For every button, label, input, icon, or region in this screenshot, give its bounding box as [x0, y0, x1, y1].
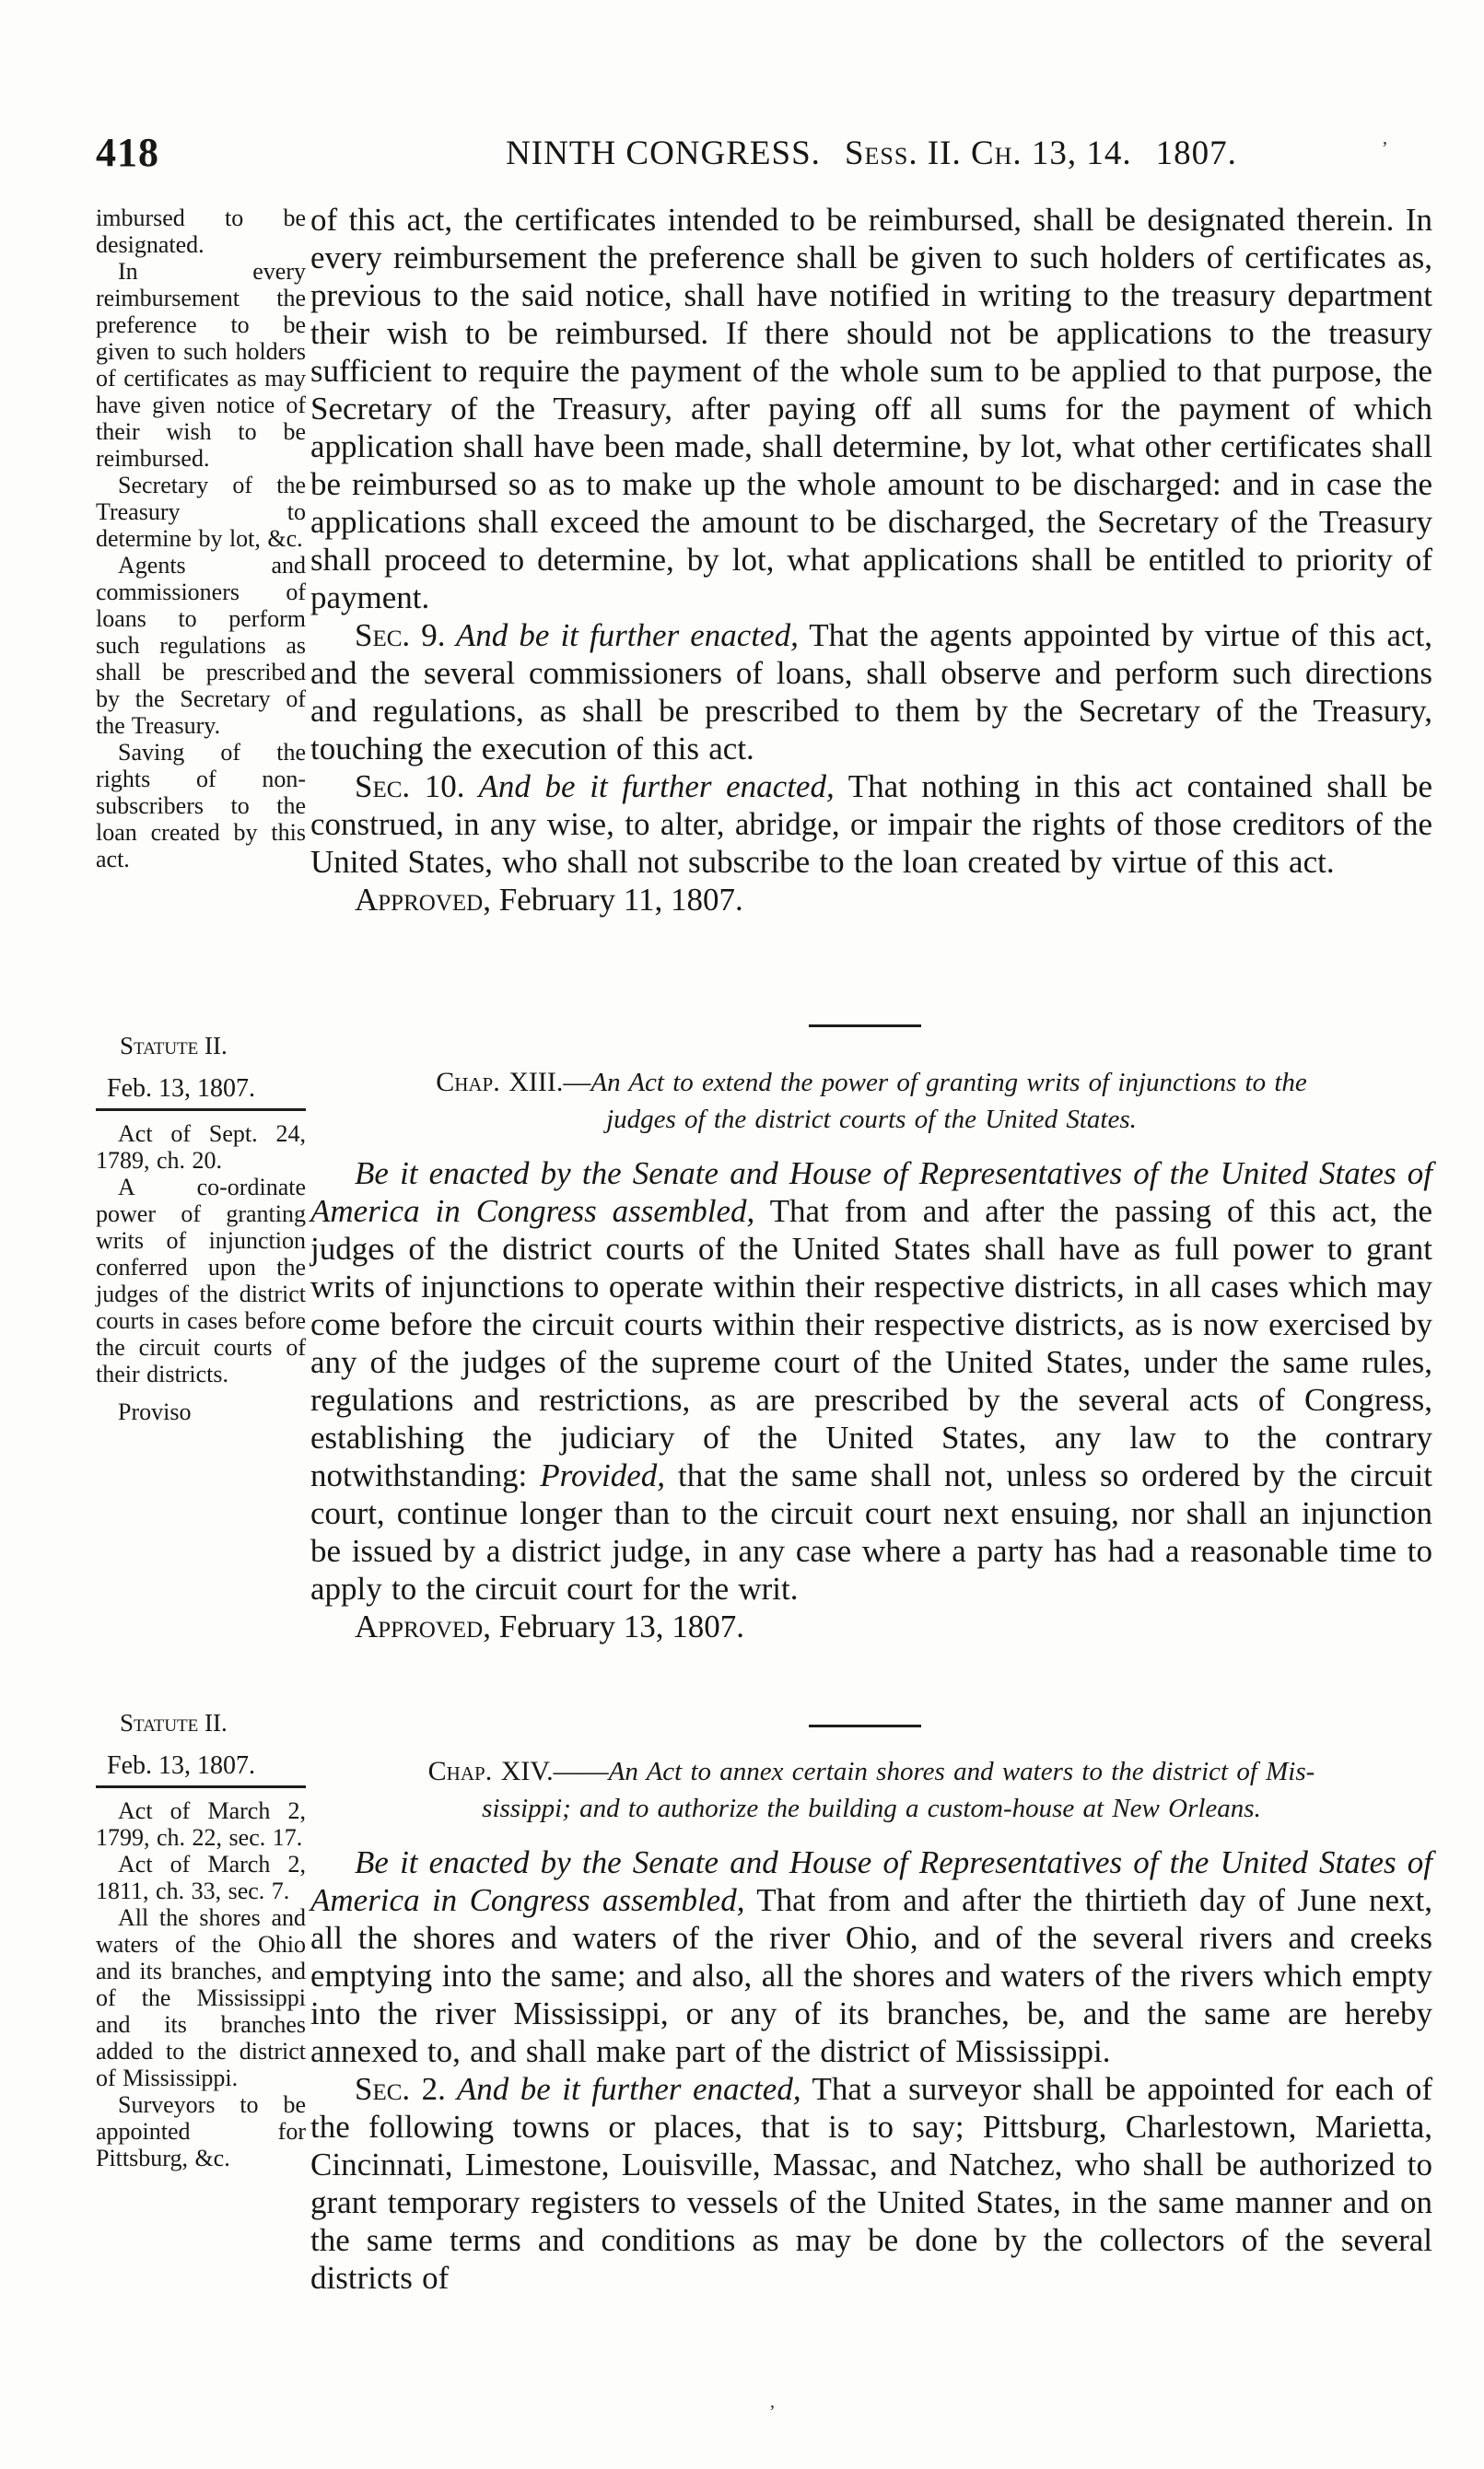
section-text: That a surveyor shall be appointed for each of the following towns or places, that is to say; Pittsburg, Charlestown, Marietta, Cincinnati, Limestone, Louisville, Massac, and Natchez, who shall be authorized to grant temporary registers to vessels of the United States, in the same manner and on the same terms and conditions as may be done by the collectors of the several districts of: [310, 2071, 1432, 2296]
statute-date-rule: [96, 1785, 306, 1788]
main-column-act2: [310, 1064, 1432, 1645]
chapter-title-line: [310, 1101, 1432, 1138]
sidenote: Act of Sept. 24, 1789, ch. 20.: [96, 1120, 306, 1174]
ink-speck: ’: [1382, 138, 1388, 158]
sidenote: In every reimbursement the preference to be given to such holders of certificates as may have given notice of their wish to be reimbursed.: [96, 258, 306, 472]
sidenote-column-act1: [96, 205, 306, 872]
enacting-paragraph: [310, 1843, 1432, 2070]
section-divider-rule: [809, 1024, 921, 1027]
section-10-paragraph: [310, 767, 1432, 881]
running-head: [310, 134, 1432, 173]
approved-line: [310, 1608, 1432, 1645]
section-label: Sec. 2.: [355, 2071, 446, 2107]
statute-date: Feb. 13, 1807.: [107, 1074, 255, 1103]
paragraph-continuation: of this act, the certificates intended to be reimbursed, shall be designated therein. In every reimbursement the preference shall be given to such holders of certificates as, previous to the said notice, shall have notified in writing to the treasury department their wish to be reimbursed. If there should not be applications to the treasury sufficient to require the payment of the whole sum to be applied to that purpose, the Secretary of the Treasury, after paying off all sums for the payment of which application shall have been made, shall determine, by lot, what other certificates shall be reimbursed so as to make up the whole amount to be discharged: and in case the applications shall exceed the amount to be discharged, the Secretary of the Treasury shall proceed to determine, by lot, what applications shall be entitled to priority of payment.: [310, 202, 1432, 615]
chapter-title-line: [310, 1064, 1432, 1101]
statute-label: Statute II.: [120, 1032, 228, 1059]
chapter-title-text: judges of the district courts of the United States.: [606, 1105, 1137, 1134]
proviso-note: Proviso: [118, 1398, 192, 1425]
section-text: That nothing in this act contained shall be construed, in any wise, to alter, abridge, or impair the rights of those creditors of the United States, who shall not subscribe to the loan created by virtue of this act.: [310, 768, 1432, 880]
sidenote: Act of March 2, 1799, ch. 22, sec. 17.: [96, 1797, 306, 1851]
section-text: that the same shall not, unless so ordered by the circuit court, continue longer than to the circuit court next ensuing, nor shall an injunction be issued by a district judge, in any case where a party has had a reasonable time to apply to the circuit court for the writ.: [310, 1457, 1433, 1607]
section-text: That from and after the thirtieth day of June next, all the shores and waters of the river Ohio, and of the several rivers and creeks emptying into the same; and also, all the shores and waters of the rivers which empty into the river Mississippi, or any of its branches, be, and the same are hereby annexed to, and shall make part of the district of Mississippi.: [310, 1882, 1433, 2069]
sidenote: A co-ordinate power of granting writs of injunction conferred upon the judges of the district courts in cases before the circuit courts of their districts.: [96, 1174, 306, 1387]
enacting-clause: Be it enacted by the Senate and House of Representatives of the United States of America in Congress assembled,: [310, 1155, 1432, 1229]
page-number: 418: [96, 130, 159, 175]
approved-label: Approved,: [355, 882, 491, 918]
ink-speck: ,: [770, 2392, 775, 2412]
section-9-paragraph: [310, 616, 1432, 767]
enacting-paragraph: [310, 1154, 1432, 1608]
approved-line: [310, 881, 1432, 919]
chapter-title-line: [310, 1790, 1432, 1827]
sidenote: imbursed to be designated.: [96, 205, 306, 258]
chapter-title-text: sissippi; and to authorize the building a custom-house at New Orleans.: [482, 1794, 1261, 1823]
statute-label: Statute II.: [120, 1709, 228, 1737]
running-head-congress: NINTH CONGRESS.: [506, 135, 821, 172]
enacting-formula: And be it further enacted,: [464, 768, 835, 804]
chapter-number: Chap. XIII.—: [436, 1067, 591, 1097]
chapter-heading: [310, 1064, 1432, 1138]
approved-label: Approved,: [355, 1609, 491, 1644]
section-text: That from and after the passing of this act, the judges of the district courts of the United States shall have as full power to grant writs of injunctions to operate within their respective districts, in all cases which may come before the circuit courts within their respective districts, as is now exercised by any of the judges of the supreme court of the United States, under the same rules, regulations and restrictions, as are prescribed by the several acts of Congress, establishing the judiciary of the United States, any law to the contrary notwithstanding:: [310, 1193, 1433, 1493]
section-label: Sec. 10.: [355, 768, 465, 804]
sidenote: Secretary of the Treasury to determine by lot, &c.: [96, 472, 306, 552]
chapter-title-line: [310, 1753, 1432, 1790]
statute-date: Feb. 13, 1807.: [107, 1751, 255, 1780]
chapter-title-text: An Act to extend the power of granting writs of injunctions to the: [590, 1068, 1307, 1097]
sidenote: Saving of the rights of non-subscribers to the loan created by this act.: [96, 739, 306, 872]
section-text: That the agents appointed by virtue of this act, and the several commissioners of loans, shall observe and perform such directions and regulations, as shall be prescribed to them by the Secretary of the Treasury, touching the execution of this act.: [310, 617, 1432, 766]
approved-date: February 11, 1807.: [490, 882, 743, 918]
sidenote-column-act2: [96, 1032, 306, 1425]
statute-date-rule: [96, 1108, 306, 1111]
sidenote: Act of March 2, 1811, ch. 33, sec. 7.: [96, 1851, 306, 1904]
chapter-number: Chap. XIV.——: [427, 1756, 609, 1786]
main-column-act1: [310, 201, 1432, 919]
chapter-heading: [310, 1753, 1432, 1827]
running-head-session: Sess. II. Ch. 13, 14.: [844, 135, 1132, 172]
proviso-word: Provided,: [540, 1457, 665, 1493]
section-divider-rule: [809, 1725, 921, 1727]
enacting-formula: And be it further enacted,: [445, 2071, 801, 2107]
sidenote: Agents and commissioners of loans to perform such regulations as shall be prescribed by the Secretary of the Treasury.: [96, 552, 306, 739]
sidenote: All the shores and waters of the Ohio and its branches, and of the Mississippi and its branches added to the district of Mississippi.: [96, 1904, 306, 2091]
approved-date: February 13, 1807.: [490, 1609, 745, 1644]
sidenote: Surveyors to be appointed for Pittsburg, &c.: [96, 2091, 306, 2171]
section-2-paragraph: [310, 2070, 1432, 2297]
sidenote-column-act3: [96, 1709, 306, 2171]
enacting-clause: Be it enacted by the Senate and House of Representatives of the United States of America in Congress assembled,: [310, 1844, 1432, 1918]
enacting-formula: And be it further enacted,: [445, 617, 799, 653]
running-head-year: 1807.: [1155, 135, 1237, 172]
chapter-title-text: An Act to annex certain shores and waters to the district of Mis-: [608, 1757, 1315, 1786]
section-label: Sec. 9.: [355, 617, 446, 653]
main-column-act3: [310, 1753, 1432, 2297]
